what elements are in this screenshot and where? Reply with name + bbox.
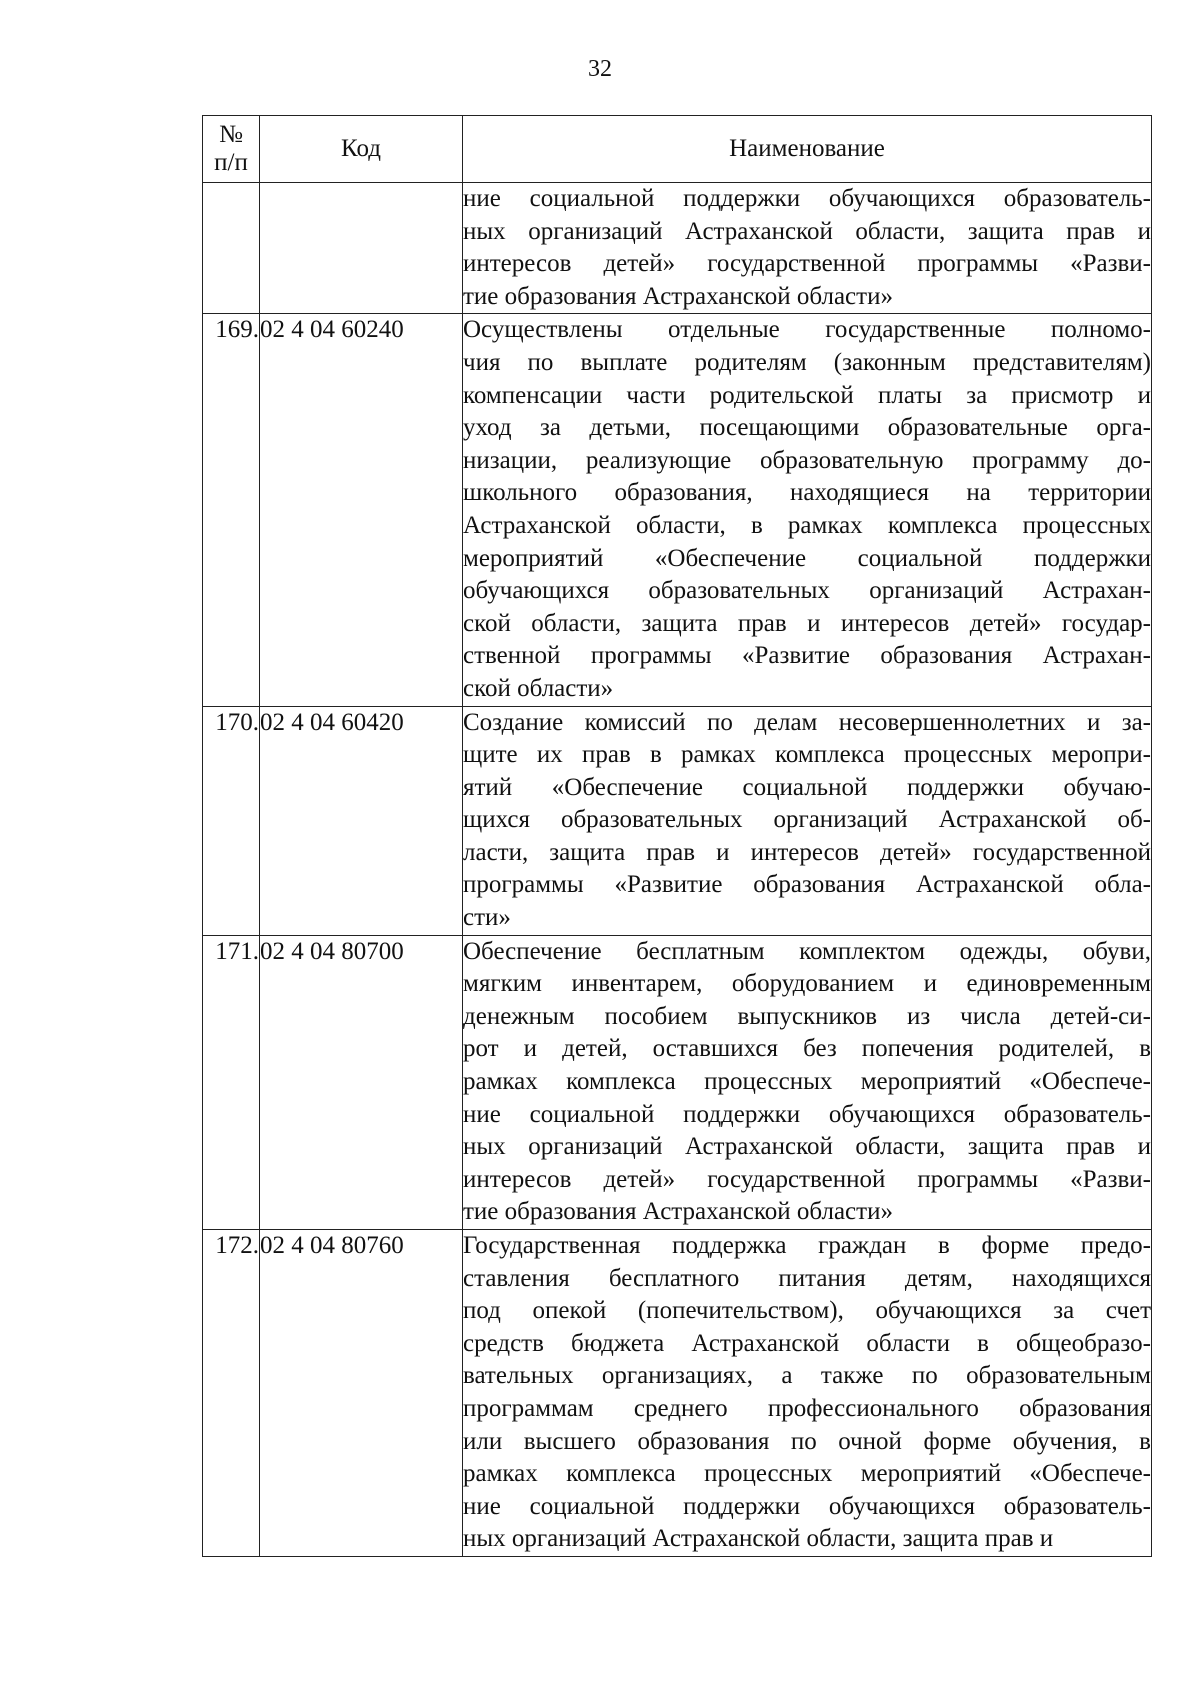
row-name-line: мягким инвентарем, оборудованием и единовременным <box>463 970 1151 998</box>
row-name-line: ской области, защита прав и интересов детей» государ- <box>463 609 1151 637</box>
table-row <box>203 706 1152 935</box>
row-name-line: рамках комплекса процессных мероприятий «Обеспече- <box>463 1068 1151 1096</box>
row-name-line: тие образования Астраханской области» <box>463 282 893 310</box>
row-name-line: ние социальной поддержки обучающихся образователь- <box>463 1492 1151 1520</box>
row-name-line: щихся образовательных организаций Астраханской об- <box>463 806 1151 834</box>
header-number-abbr: п/п <box>214 149 248 176</box>
table-row <box>203 314 1152 706</box>
row-code: 02 4 04 60240 <box>260 314 463 706</box>
row-name-line: ных организаций Астраханской области, защита прав и <box>463 217 1151 245</box>
row-number: 170. <box>203 706 260 935</box>
row-name <box>463 706 1152 935</box>
header-code: Код <box>260 116 463 183</box>
row-name-line: ние социальной поддержки обучающихся образователь- <box>463 185 1151 212</box>
row-name-line: интересов детей» государственной программы «Разви- <box>463 250 1151 278</box>
table-body <box>203 183 1152 1557</box>
row-name-line: программы «Развитие образования Астраханской обла- <box>463 871 1151 899</box>
table-header <box>203 116 1152 183</box>
row-name-line: чия по выплате родителям (законным представителям) <box>463 348 1151 376</box>
row-number <box>203 183 260 314</box>
row-name-line: мероприятий «Обеспечение социальной поддержки <box>463 544 1151 572</box>
row-name-line: ние социальной поддержки обучающихся образователь- <box>463 1100 1151 1128</box>
row-name-line: ятий «Обеспечение социальной поддержки обучаю- <box>463 773 1151 801</box>
row-number: 169. <box>203 314 260 706</box>
row-name-line: Астраханской области, в рамках комплекса процессных <box>463 511 1151 539</box>
row-name-line: Государственная поддержка граждан в форме предо- <box>463 1232 1151 1259</box>
row-code: 02 4 04 60420 <box>260 706 463 935</box>
row-name-line: тие образования Астраханской области» <box>463 1198 893 1226</box>
row-name-line: вательных организациях, а также по образовательным <box>463 1362 1151 1390</box>
row-name-line: сти» <box>463 904 511 932</box>
table-row <box>203 935 1152 1229</box>
budget-code-table <box>202 115 1152 1557</box>
header-number-sign: № <box>219 121 243 148</box>
row-name-line: программам среднего профессионального образования <box>463 1394 1151 1422</box>
header-name: Наименование <box>463 116 1152 183</box>
row-name-line: ных организаций Астраханской области, защита прав и <box>463 1525 1054 1553</box>
table-row <box>203 183 1152 314</box>
row-name <box>463 1230 1152 1557</box>
row-name-line: школьного образования, находящиеся на территории <box>463 479 1151 507</box>
row-name-line: средств бюджета Астраханской области в общеобразо- <box>463 1329 1151 1357</box>
row-name-line: ственной программы «Развитие образования Астрахан- <box>463 642 1151 670</box>
row-number: 171. <box>203 935 260 1229</box>
row-name-line: ской области» <box>463 674 614 702</box>
row-name-line: обучающихся образовательных организаций Астрахан- <box>463 577 1151 605</box>
table-row <box>203 1230 1152 1557</box>
row-name-line: интересов детей» государственной программы «Разви- <box>463 1165 1151 1193</box>
row-name <box>463 183 1152 314</box>
row-name-line: щите их прав в рамках комплекса процессных меропри- <box>463 741 1151 769</box>
row-name-line: Обеспечение бесплатным комплектом одежды, обуви, <box>463 937 1151 965</box>
row-name-line: ставления бесплатного питания детям, находящихся <box>463 1264 1151 1292</box>
row-code <box>260 183 463 314</box>
row-name-line: под опекой (попечительством), обучающихся за счет <box>463 1297 1151 1325</box>
row-name <box>463 935 1152 1229</box>
row-name-line: Создание комиссий по делам несовершеннолетних и за- <box>463 708 1151 736</box>
row-name-line: ных организаций Астраханской области, защита прав и <box>463 1133 1151 1161</box>
header-number <box>203 116 260 183</box>
row-name-line: рамках комплекса процессных мероприятий «Обеспече- <box>463 1460 1151 1488</box>
row-name-line: рот и детей, оставшихся без попечения родителей, в <box>463 1035 1151 1063</box>
row-name-line: компенсации части родительской платы за присмотр и <box>463 381 1151 409</box>
row-name-line: низации, реализующие образовательную программу до- <box>463 446 1151 474</box>
page-number: 32 <box>588 56 612 82</box>
row-name-line: Осуществлены отдельные государственные полномо- <box>463 316 1151 344</box>
row-name-line: денежным пособием выпускников из числа детей-си- <box>463 1002 1151 1030</box>
row-number: 172. <box>203 1230 260 1557</box>
header-row <box>203 116 1152 183</box>
row-name <box>463 314 1152 706</box>
row-name-line: уход за детьми, посещающими образовательные орга- <box>463 414 1151 442</box>
row-code: 02 4 04 80700 <box>260 935 463 1229</box>
row-name-line: ласти, защита прав и интересов детей» государственной <box>463 838 1151 866</box>
row-code: 02 4 04 80760 <box>260 1230 463 1557</box>
row-name-line: или высшего образования по очной форме обучения, в <box>463 1427 1151 1455</box>
